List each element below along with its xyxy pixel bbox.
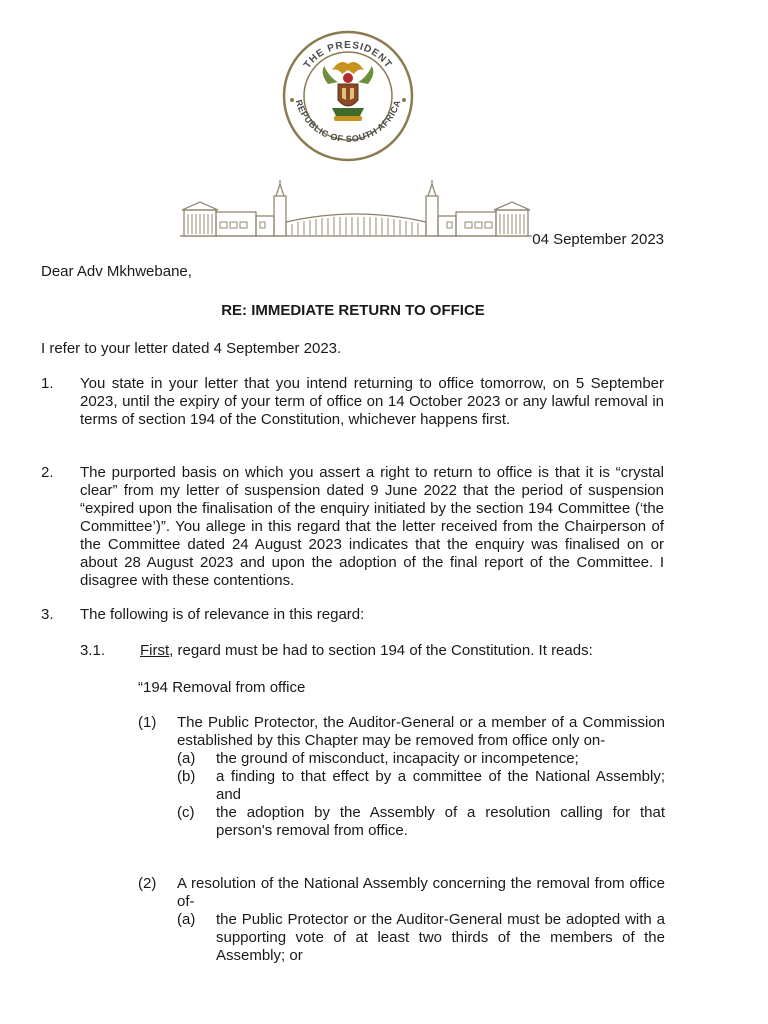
letter-date: 04 September 2023 [532, 231, 664, 248]
item-text: the adoption by the Assembly of a resolution calling for that person's removal from office. [216, 804, 665, 839]
presidential-seal-icon [280, 28, 416, 164]
clause-item [177, 804, 665, 840]
paragraph-number: 1. [41, 375, 54, 392]
item-number: (c) [177, 804, 195, 821]
salutation: Dear Adv Mkhwebane, [41, 263, 192, 280]
paragraph-number: 3. [41, 606, 54, 623]
clause-item [177, 750, 665, 768]
paragraph-2 [41, 464, 664, 590]
subject-line: RE: IMMEDIATE RETURN TO OFFICE [221, 302, 485, 319]
subparagraph-text: , regard must be had to section 194 of the Constitution. It reads: [169, 642, 593, 659]
clause-item [177, 768, 665, 804]
intro-paragraph: I refer to your letter dated 4 September 2023. [41, 340, 342, 357]
subparagraph-3-1 [80, 642, 593, 660]
paragraph-text: The following is of relevance in this regard: [80, 606, 365, 623]
paragraph-1 [41, 375, 664, 429]
clause-item [177, 911, 665, 965]
svg-text:REPUBLIC OF SOUTH AFRICA: REPUBLIC OF SOUTH AFRICA [293, 98, 403, 145]
item-text: the ground of misconduct, incapacity or incompetence; [216, 750, 579, 767]
subparagraph-number: 3.1. [80, 642, 106, 659]
paragraph-3 [41, 606, 664, 624]
paragraph-text: You state in your letter that you intend returning to office tomorrow, on 5 September 2023, until the expiry of your term of office on 14 October 2023 or any lawful removal in terms of section 194 of the Constitution, whichever happens first. [80, 375, 664, 428]
section-heading: “194 Removal from office [138, 679, 306, 696]
item-number: (b) [177, 768, 196, 785]
letterhead [180, 28, 532, 218]
paragraph-text: The purported basis on which you assert a right to return to office is that it is “crystal clear” from my letter of suspension dated 9 June 2022 that the period of suspension “expired upon the finalisation of the enquiry initiated by the section 194 Committee (‘the Committee’)”. You allege in this regard that the letter received from the Chairperson of the Committee dated 24 August 2023 indicates that the enquiry was finalised on or about 28 August 2023 and upon the adoption of the final report of the Committee. I disagree with these contentions. [80, 464, 664, 589]
item-number: (a) [177, 911, 196, 928]
clause-2 [138, 875, 665, 965]
clause-number: (1) [138, 714, 157, 731]
clause-number: (2) [138, 875, 157, 892]
item-number: (a) [177, 750, 196, 767]
clause-text: A resolution of the National Assembly concerning the removal from office of- [177, 875, 665, 910]
item-text: the Public Protector or the Auditor-General must be adopted with a supporting vote of at least two thirds of the members of the Assembly; or [216, 911, 665, 964]
union-buildings-icon [180, 178, 532, 240]
subparagraph-lead: First [140, 642, 170, 659]
clause-1 [138, 714, 665, 840]
item-text: a finding to that effect by a committee of the National Assembly; and [216, 768, 665, 803]
paragraph-number: 2. [41, 464, 54, 481]
svg-text:THE PRESIDENT: THE PRESIDENT [302, 40, 394, 71]
clause-text: The Public Protector, the Auditor-General or a member of a Commission established by this Chapter may be removed from office only on- [177, 714, 665, 749]
